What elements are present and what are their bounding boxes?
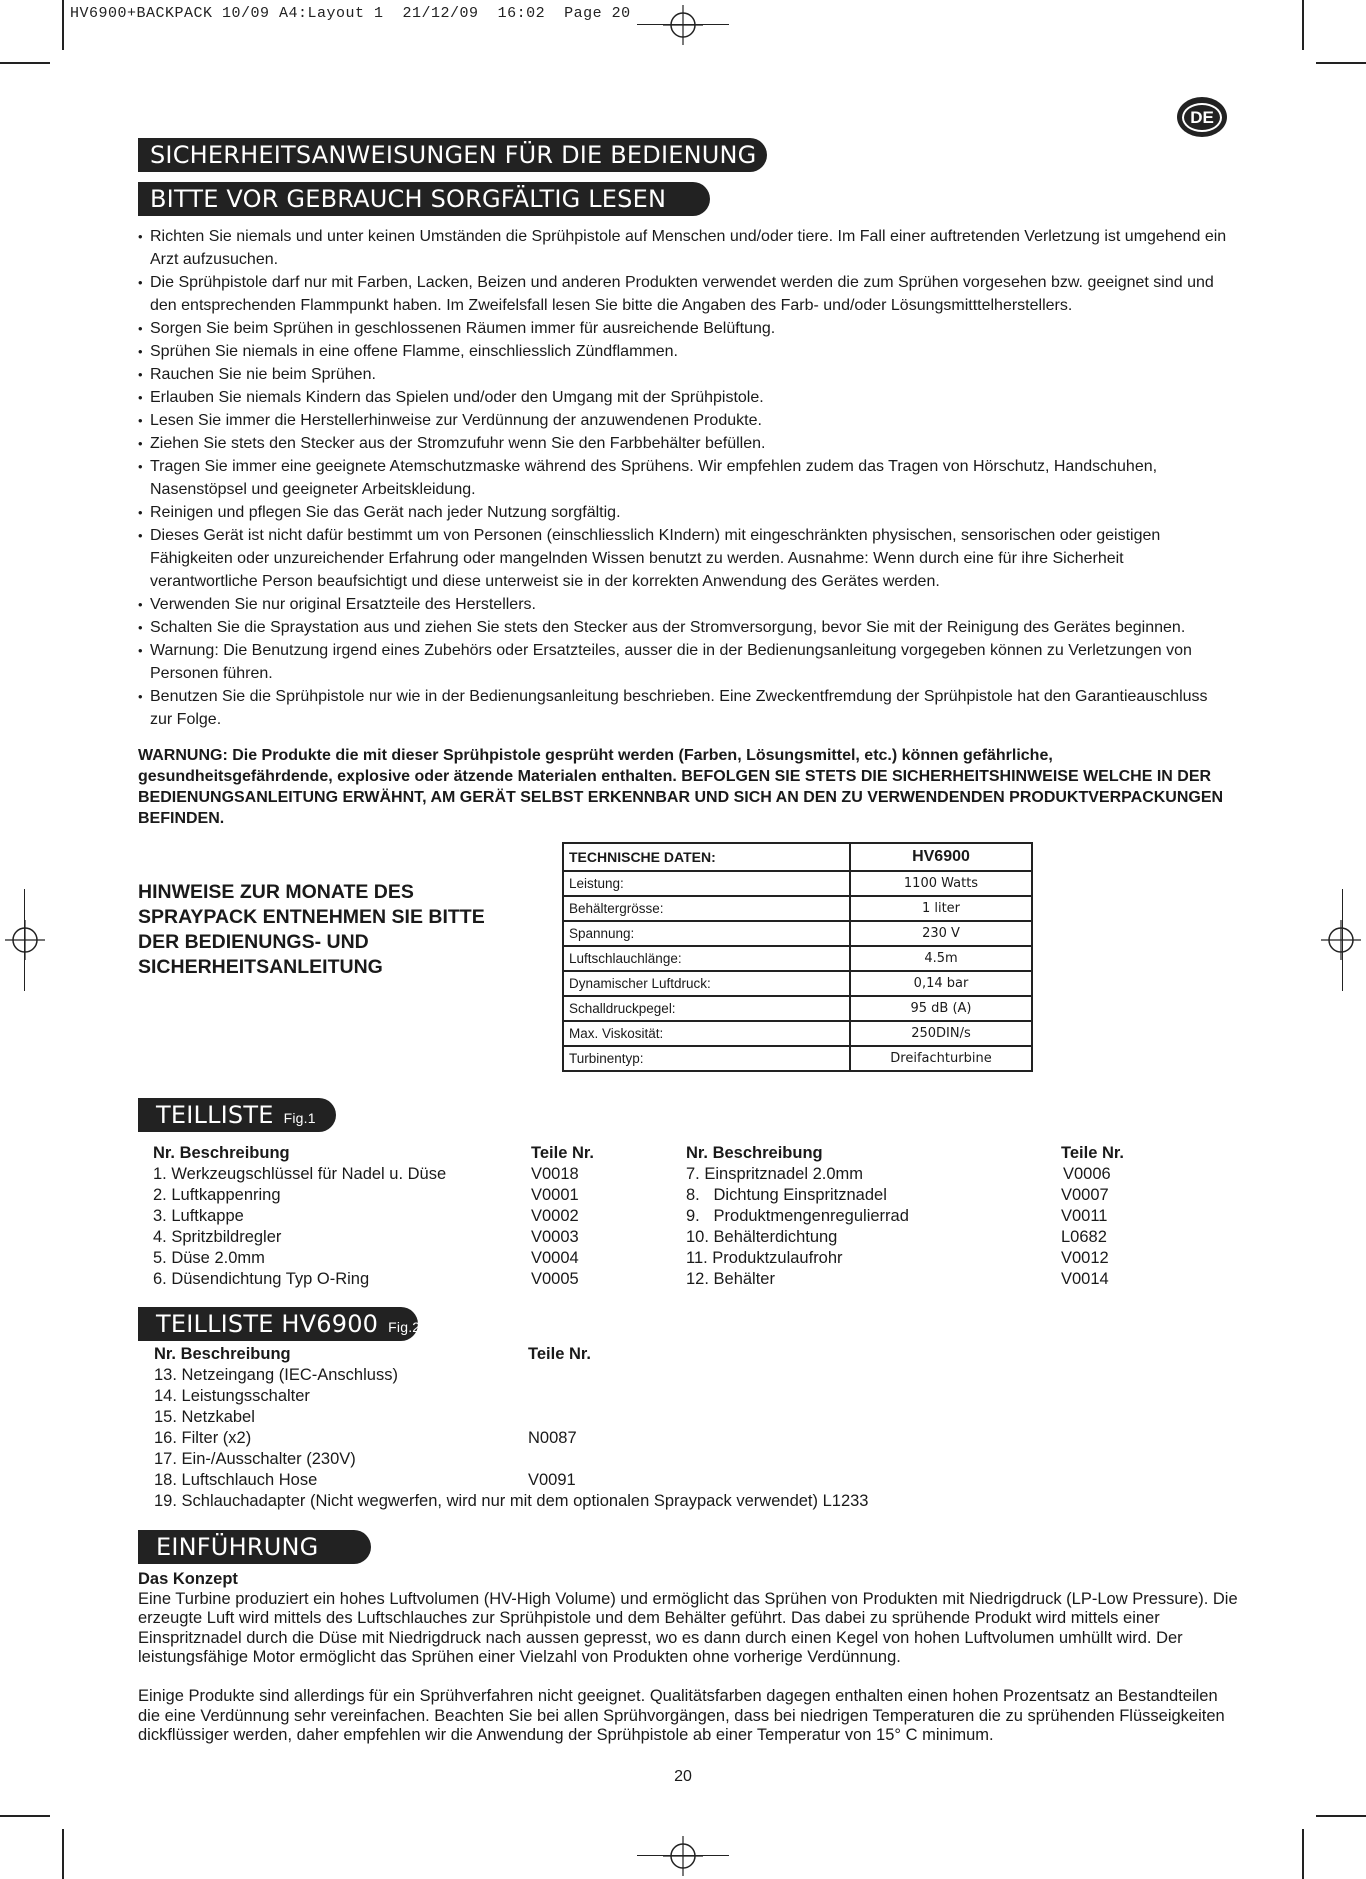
part-description: 6. Düsendichtung Typ O-Ring [153, 1270, 370, 1288]
list-item: • Die Sprühpistole darf nur mit Farben, Lacken, Beizen und anderen Produkten verwendet werden die zum Sprühen vorgesehen bzw. geeignet sind und den entsprechenden Flammpunkt haben. Im Zweifelsfall lesen Sie bitte die Angaben des Farb- und/oder Lösungsmitttelherstellers. [138, 271, 1233, 317]
language-badge [1177, 97, 1227, 137]
list-item: • Reinigen und pflegen Sie das Gerät nach jeder Nutzung sorgfältig. [138, 501, 1233, 524]
language-badge-label: DE [1182, 103, 1222, 132]
part-number: V0005 [531, 1270, 579, 1288]
registration-mark-right [1321, 920, 1361, 960]
list-item [154, 1428, 868, 1449]
part-description: 16. Filter (x2) [154, 1429, 252, 1447]
part-number: V0012 [1061, 1249, 1109, 1267]
column-header-description: Nr. Beschreibung [686, 1144, 823, 1162]
list-item [153, 1185, 594, 1206]
spec-label: Spannung: [563, 921, 850, 946]
part-description: 4. Spritzbildregler [153, 1228, 282, 1246]
spec-value: 250DIN/s [850, 1021, 1032, 1046]
part-description: 10. Behälterdichtung [686, 1228, 838, 1246]
column-header-description: Nr. Beschreibung [154, 1345, 291, 1363]
part-description: 3. Luftkappe [153, 1207, 244, 1225]
part-number: V0004 [531, 1249, 579, 1267]
table-row [563, 996, 1032, 1021]
spec-label: Schalldruckpegel: [563, 996, 850, 1021]
part-description: 11. Produktzulaufrohr [686, 1249, 843, 1267]
list-item: • Erlauben Sie niemals Kindern das Spielen und/oder den Umgang mit der Sprühpistole. [138, 386, 1233, 409]
parts-list-right [686, 1143, 1124, 1290]
part-description: 5. Düse 2.0mm [153, 1249, 265, 1267]
list-item [154, 1470, 868, 1491]
column-header-part-number: Teile Nr. [1061, 1144, 1124, 1162]
part-number: V0014 [1061, 1270, 1109, 1288]
warning-paragraph: WARNUNG: Die Produkte die mit dieser Sprühpistole gesprüht werden (Farben, Lösungsmittel, etc.) können gefährliche, gesundheitsgefährdende, explosive oder ätzende Materialen enthalten. BEFOLGEN SIE STETS DIE SICHERHEITSHINWEISE WELCHE IN DER BEDIENUNGSANLEITUNG ERWÄHNT, AM GERÄT SELBST ERKENNBAR UND SICH AN DEN ZU VERWENDENDEN PRODUKTVERPACKUNGEN BEFINDEN. [138, 747, 1224, 827]
part-description: 9. Produktmengenregulierrad [686, 1207, 909, 1225]
spec-label: Max. Viskosität: [563, 1021, 850, 1046]
table-header-row [563, 843, 1032, 871]
spec-label: Luftschlauchlänge: [563, 946, 850, 971]
list-item [153, 1248, 594, 1269]
spec-value: 4.5m [850, 946, 1032, 971]
read-carefully-banner: BITTE VOR GEBRAUCH SORGFÄLTIG LESEN [138, 182, 710, 216]
parts-list-hv6900-title: TEILLISTE HV6900 [156, 1310, 379, 1338]
concept-paragraph-1: Eine Turbine produziert ein hohes Luftvolumen (HV-High Volume) und ermöglicht das Sprühen von Produkten mit Niedrigdruck (LP-Low Pressure). Die erzeugte Luft wird mittels des Luftschlauches zur Sprühpistole und dem Behälter geführt. Das dabei zu sprühende Produkt wird mittels einer Einspritznadel durch die Düse mit Niedrigdruck nach aussen gepresst, wo es dann durch einen Kegel von hohen Luftvolumen umhüllt wird. Der leistungsfähige Motor ermöglicht das Sprühen einer Vielzahl von Produkten ohne vorherige Verdünnung. [138, 1589, 1238, 1666]
crop-mark [1316, 1815, 1366, 1817]
list-item: • Sorgen Sie beim Sprühen in geschlossenen Räumen immer für ausreichende Belüftung. [138, 317, 1233, 340]
list-item: • Rauchen Sie nie beim Sprühen. [138, 363, 1233, 386]
part-number: N0087 [528, 1429, 577, 1447]
part-number: V0006 [1063, 1165, 1111, 1183]
table-row [563, 1046, 1032, 1071]
list-item [686, 1227, 1124, 1248]
crop-mark [62, 1829, 64, 1879]
list-item [686, 1164, 1124, 1185]
list-item: • Warnung: Die Benutzung irgend eines Zubehörs oder Ersatzteiles, ausser die in der Bedienungsanleitung vorgegeben können zu Verletzungen von Personen führen. [138, 639, 1233, 685]
list-item [154, 1407, 868, 1428]
spec-value: 0,14 bar [850, 971, 1032, 996]
introduction-banner: EINFÜHRUNG [138, 1530, 371, 1564]
concept-heading: Das Konzept [138, 1570, 238, 1588]
list-item: • Ziehen Sie stets den Stecker aus der Stromzufuhr wenn Sie den Farbbehälter befüllen. [138, 432, 1233, 455]
part-number: V0002 [531, 1207, 579, 1225]
spec-label: Leistung: [563, 871, 850, 896]
spec-value: 1100 Watts [850, 871, 1032, 896]
table-header-model: HV6900 [850, 843, 1032, 871]
parts-list-title: TEILLISTE [156, 1101, 274, 1129]
registration-mark-left [5, 920, 45, 960]
part-description: 19. Schlauchadapter (Nicht wegwerfen, wird nur mit dem optionalen Spraypack verwendet) L1233 [154, 1492, 869, 1510]
parts-list-hv6900-banner [138, 1307, 421, 1341]
part-number: V0091 [528, 1471, 576, 1489]
column-header-part-number: Teile Nr. [531, 1144, 594, 1162]
crop-mark [62, 0, 64, 50]
part-description: 18. Luftschlauch Hose [154, 1471, 318, 1489]
list-item [686, 1269, 1124, 1290]
printer-slug: HV6900+BACKPACK 10/09 A4:Layout 1 21/12/09 16:02 Page 20 [70, 5, 631, 22]
table-row [563, 871, 1032, 896]
list-item: • Richten Sie niemals und unter keinen Umständen die Sprühpistole auf Menschen und/oder tiere. Im Fall einer auftretenden Verletzung ist umgehend ein Arzt aufzusuchen. [138, 225, 1233, 271]
parts-list-hv6900 [154, 1344, 868, 1512]
part-description: 15. Netzkabel [154, 1408, 255, 1426]
part-description: 2. Luftkappenring [153, 1186, 281, 1204]
registration-mark-top [663, 5, 703, 45]
spec-label: Behältergrösse: [563, 896, 850, 921]
table-row [563, 971, 1032, 996]
column-header-part-number: Teile Nr. [528, 1345, 591, 1363]
crop-mark [1316, 62, 1366, 64]
list-item [153, 1269, 594, 1290]
list-item: • Benutzen Sie die Sprühpistole nur wie in der Bedienungsanleitung beschrieben. Eine Zweckentfremdung der Sprühpistole hat den Garantieauschluss zur Folge. [138, 685, 1233, 731]
parts-list-fig: Fig.1 [283, 1110, 316, 1126]
spec-label: Dynamischer Luftdruck: [563, 971, 850, 996]
parts-list-left [153, 1143, 594, 1290]
list-item: • Tragen Sie immer eine geeignete Atemschutzmaske während des Sprühens. Wir empfehlen zudem das Tragen von Hörschutz, Handschuhen, Nasenstöpsel und geeigneter Arbeitskleidung. [138, 455, 1233, 501]
spec-value: 1 liter [850, 896, 1032, 921]
table-row [563, 1021, 1032, 1046]
crop-mark [1302, 0, 1304, 50]
part-description: 1. Werkzeugschlüssel für Nadel u. Düse [153, 1165, 447, 1183]
list-item [154, 1365, 868, 1386]
list-item [153, 1227, 594, 1248]
table-row [563, 921, 1032, 946]
introduction-text [138, 1570, 1238, 1746]
list-item [153, 1164, 594, 1185]
part-number: V0003 [531, 1228, 579, 1246]
part-description: 12. Behälter [686, 1270, 775, 1288]
concept-paragraph-2: Einige Produkte sind allerdings für ein Sprühverfahren nicht geeignet. Qualitätsfarben dagegen enthalten einen hohen Prozentsatz an Bestandteilen die eine Verdünnung sehr vereinfachen. Beachten Sie bei allen Sprühvorgängen, dass bei niedrigen Temperaturen die zu sprühenden Flüsseigkeiten dickflüssiger werden, daher empfehlen wir die Anwendung der Sprühpistole ab einer Temperatur von 15° C minimum. [138, 1687, 1225, 1744]
list-item: • Verwenden Sie nur original Ersatzteile des Herstellers. [138, 593, 1233, 616]
crop-mark [1302, 1829, 1304, 1879]
part-description: 13. Netzeingang (IEC-Anschluss) [154, 1366, 398, 1384]
list-item: • Schalten Sie die Spraystation aus und ziehen Sie stets den Stecker aus der Stromversorgung, bevor Sie mit der Reinigung des Gerätes beginnen. [138, 616, 1233, 639]
crop-mark [0, 1815, 50, 1817]
list-item [686, 1206, 1124, 1227]
part-description: 17. Ein-/Ausschalter (230V) [154, 1450, 356, 1468]
list-item [686, 1185, 1124, 1206]
safety-instructions-list [138, 225, 1233, 731]
part-number: V0011 [1061, 1207, 1108, 1225]
column-header-description: Nr. Beschreibung [153, 1144, 290, 1162]
parts-list-banner [138, 1098, 336, 1132]
crop-mark [0, 62, 50, 64]
table-row [563, 946, 1032, 971]
spec-value: Dreifachturbine [850, 1046, 1032, 1071]
part-number: V0001 [531, 1186, 579, 1204]
part-description: 8. Dichtung Einspritznadel [686, 1186, 887, 1204]
part-number: V0018 [531, 1165, 579, 1183]
spec-value: 95 dB (A) [850, 996, 1032, 1021]
list-item [154, 1449, 868, 1470]
list-item [153, 1206, 594, 1227]
spraypack-hint: HINWEISE ZUR MONATE DES SPRAYPACK ENTNEHMEN SIE BITTE DER BEDIENUNGS- UND SICHERHEITSANLEITUNG [138, 881, 485, 978]
list-item [154, 1491, 868, 1512]
registration-mark-bottom [663, 1836, 703, 1876]
part-description: 14. Leistungsschalter [154, 1387, 310, 1405]
spec-label: Turbinentyp: [563, 1046, 850, 1071]
list-item [686, 1248, 1124, 1269]
page-number: 20 [674, 1768, 692, 1785]
part-number: V0007 [1061, 1186, 1109, 1204]
list-item: • Dieses Gerät ist nicht dafür bestimmt um von Personen (einschliesslich KIndern) mit eingeschränkten physischen, sensorischen oder geistigen Fähigkeiten oder unzureichender Erfahrung oder mangelnden Wissen benutzt zu werden. Ausnahme: Wenn durch eine für ihre Sicherheit verantwortliche Person beaufsichtigt und diese unterweist sie in der korrekten Anwendung des Gerätes werden. [138, 524, 1233, 593]
list-item: • Sprühen Sie niemals in eine offene Flamme, einschliesslich Zündflammen. [138, 340, 1233, 363]
list-item [154, 1386, 868, 1407]
technical-data-table [562, 842, 1033, 1072]
parts-list-hv6900-fig: Fig.2 [388, 1319, 421, 1335]
spec-value: 230 V [850, 921, 1032, 946]
list-item: • Lesen Sie immer die Herstellerhinweise zur Verdünnung der anzuwendenen Produkte. [138, 409, 1233, 432]
safety-title-banner: SICHERHEITSANWEISUNGEN FÜR DIE BEDIENUNG [138, 138, 767, 172]
table-row [563, 896, 1032, 921]
part-description: 7. Einspritznadel 2.0mm [686, 1165, 863, 1183]
part-number: L0682 [1061, 1228, 1107, 1246]
table-header-label: TECHNISCHE DATEN: [563, 843, 850, 871]
